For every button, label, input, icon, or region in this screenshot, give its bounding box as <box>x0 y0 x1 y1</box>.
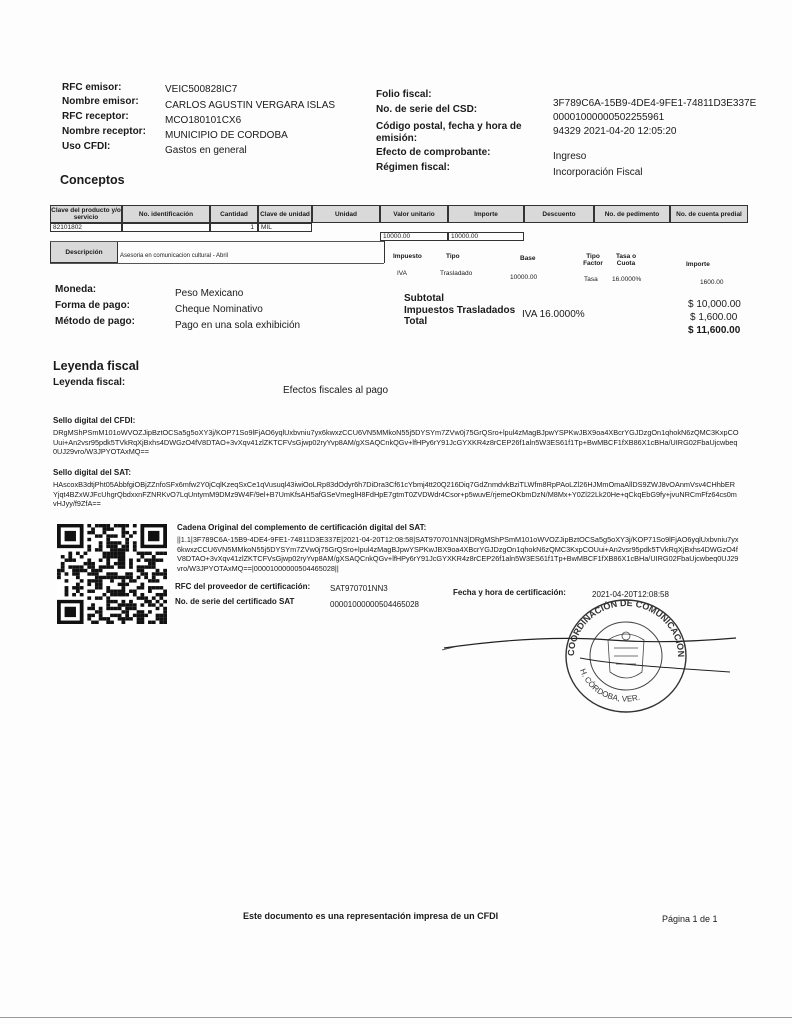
cp-fecha-label: Código postal, fecha y hora de emisión: <box>376 121 522 144</box>
rfc-emisor-value: VEIC500828IC7 <box>165 84 238 95</box>
uso-cfdi-label: Uso CFDI: <box>62 141 111 152</box>
cp-fecha-value: 94329 2021-04-20 12:05:20 <box>553 126 677 137</box>
sello-sat-label: Sello digital del SAT: <box>53 468 132 477</box>
sello-cfdi-value: DRgMShPSmM101oWVOZJipBztOCSa5g5oXY3j/KOP71So9lFjAO6yqlUxbvniu7yx6kwxzCCU6VN5MMkoN55j5DYSYm7ZVw0j75GrQSro+lpul4zMagBJpwYSPKwJBX9oa4XBcrYGJDzgOn1qhokN6zQMC3KxpCOUui+An2vsr95pdk5TVkRqXjBxhs4DWGzO4fV8DTAO+3vXqv41zlZKTCFVsGjwp02ryYvp8AM/gXSAQCnkQGv+lfHPy6rY91JcGYXKR4z8rCEP26f1aln5W3ES61f1Tp+BwMBCF1fXB86X1cBHa/UIRG02FbaUjcwbeq0UJ29vro/W3JPYOTAxMQ== <box>53 428 739 456</box>
impuestos-label: Impuestos Trasladados <box>404 305 516 316</box>
footer-note: Este documento es una representación impresa de un CFDI <box>243 911 499 921</box>
col-unidad: Unidad <box>312 205 380 223</box>
moneda-label: Moneda: <box>55 284 97 295</box>
col-cuenta-predial: No. de cuenta predial <box>670 205 748 223</box>
impuestos-value: $ 1,600.00 <box>690 312 738 323</box>
regimen-value: Incorporación Fiscal <box>553 167 643 178</box>
conceptos-title: Conceptos <box>60 173 125 187</box>
col-clave-unidad: Clave de unidad <box>258 205 312 223</box>
imp-header-impuesto: Impuesto <box>393 253 422 260</box>
descripcion-label: Descripción <box>50 241 118 263</box>
imp-row-base: 10000.00 <box>510 274 538 281</box>
nombre-receptor-label: Nombre receptor: <box>62 126 146 137</box>
imp-header-tasa: Tasa o Cuota <box>615 253 637 267</box>
cell-valor-unitario: 10000.00 <box>380 232 448 241</box>
col-descuento: Descuento <box>524 205 594 223</box>
cadena-value: ||1.1|3F789C6A-15B9-4DE4-9FE1-74811D3E337E|2021-04-20T12:08:58|SAT970701NN3|DRgMShPSmM101oWVOZJipBztOCSa5g5oXY3j/KOP71So9lFjAO6yqlUxbvniu7yx6kwxzCCU6VN5MMkoN55j5DYSYm7ZVw0j75GrQSro+lpul4zMagBJpwYSPKwJBX9oa4XBcrYGJDzgOn1qhokN6zQMC3KxpCOUui+An2vsr95pdk5TVkRqXjBxhs4DWGzO4fV8DTAO+3vXqv41zlZKTCFVsGjwp02ryYvp8AM/gXSAQCnkQGv+lfHPy6rY91JcGYXKR4z8rCEP26f1aln5W3ES61f1Tp+BwMBCF1fXB86X1cBHa/UIRG02FbaUjcwbeq0UJ29vro/W3JPYOTAxMQ==|00001000000504465028|| <box>177 535 739 573</box>
col-no-pedimento: No. de pedimento <box>594 205 670 223</box>
fecha-cert-value: 2021-04-20T12:08:58 <box>592 590 669 599</box>
seal-text-bottom: H. CÓRDOBA, VER. <box>578 667 641 704</box>
metodo-pago-label: Método de pago: <box>55 316 135 327</box>
serie-csd-label: No. de serie del CSD: <box>376 104 478 115</box>
imp-row-tipo: Trasladado <box>440 270 473 277</box>
cell-clave: 82101802 <box>50 223 122 232</box>
forma-pago-value: Cheque Nominativo <box>175 304 263 315</box>
cell-clave-unidad: MIL <box>258 223 312 232</box>
imp-header-tipo: Tipo <box>446 253 460 260</box>
cadena-label: Cadena Original del complemento de certificación digital del SAT: <box>177 523 427 532</box>
subtotal-value: $ 10,000.00 <box>688 299 741 310</box>
rfc-receptor-value: MCO180101CX6 <box>165 115 242 126</box>
folio-fiscal-value: 3F789C6A-15B9-4DE4-9FE1-74811D3E337E <box>553 98 757 109</box>
descripcion-value: Asesoria en comunicacion cultural - Abril <box>120 253 229 259</box>
rfc-proveedor-value: SAT970701NN3 <box>330 584 388 593</box>
nombre-emisor-value: CARLOS AGUSTIN VERGARA ISLAS <box>165 100 336 111</box>
fecha-cert-label: Fecha y hora de certificación: <box>453 588 566 597</box>
col-valor-unitario: Valor unitario <box>380 205 448 223</box>
imp-header-importe: Importe <box>686 261 710 268</box>
col-importe: Importe <box>448 205 524 223</box>
total-value: $ 11,600.00 <box>688 325 741 336</box>
cell-no-identificacion <box>122 223 210 232</box>
signature-icon <box>440 618 740 688</box>
serie-csd-value: 00001000000502255961 <box>553 112 665 123</box>
col-clave-producto: Clave del producto y/o servicio <box>51 207 121 221</box>
rfc-emisor-label: RFC emisor: <box>62 82 122 93</box>
imp-header-base: Base <box>520 255 536 262</box>
conceptos-table <box>50 205 748 269</box>
nombre-receptor-value: MUNICIPIO DE CORDOBA <box>165 130 288 141</box>
col-cantidad: Cantidad <box>210 205 258 223</box>
rfc-receptor-label: RFC receptor: <box>62 111 129 122</box>
uso-cfdi-value: Gastos en general <box>165 145 247 156</box>
regimen-label: Régimen fiscal: <box>376 162 450 173</box>
qr-code-icon <box>57 524 167 624</box>
moneda-value: Peso Mexicano <box>175 288 244 299</box>
serie-sat-value: 00001000000504465028 <box>330 600 419 609</box>
sello-sat-value: HAscoxB3dtjPht05AbbfgiOBjZZnfoSFx6mfw2Y0jCqlKzeqSxCe1qVusuql43iwiOoLRp83dOdyr6h7DiDra3Cf61cYbmj4tt20Q216Diq7GdZnmdvkBziTLWfm8RpPAoLZl26HJMmOmaAllDS9ZWJ8vOAnmVsv4CHhbERYjqt4BZxWJFcUhgrQbdxxnFZNRKvO7LqUntymM9DMz9W4F/9el+B7UmKfsAH5afGSeVmeglH8FdHpE7gtmT0ZVDWdr4Csor+p5wuvE/rjemeOKbmDzN/M8Mx+Y0Zl22Lk20He+qCkqEbG9fy+jvuNRCmFfz64cs0mvHJyy/f9ZfA== <box>53 480 737 508</box>
leyenda-title: Leyenda fiscal <box>53 359 140 373</box>
rfc-proveedor-label: RFC del proveedor de certificación: <box>175 582 311 591</box>
sello-cfdi-label: Sello digital del CFDI: <box>53 416 136 425</box>
efecto-value: Ingreso <box>553 151 587 162</box>
seal-text-top: COORDINACIÓN DE COMUNICACIÓN <box>565 597 687 658</box>
cell-cantidad: 1 <box>210 223 258 232</box>
imp-row-importe: 1600.00 <box>700 279 724 286</box>
serie-sat-label: No. de serie del certificado SAT <box>175 597 295 606</box>
folio-fiscal-label: Folio fiscal: <box>376 89 432 100</box>
imp-row-tasa: 16.0000% <box>612 276 642 283</box>
col-no-identificacion: No. identificación <box>122 205 210 223</box>
cell-importe: 10000.00 <box>448 232 524 241</box>
imp-header-tipo-factor: Tipo Factor <box>583 253 603 267</box>
leyenda-label: Leyenda fiscal: <box>53 377 126 388</box>
imp-row-impuesto: IVA <box>397 270 407 277</box>
forma-pago-label: Forma de pago: <box>55 300 131 311</box>
nombre-emisor-label: Nombre emisor: <box>62 96 139 107</box>
iva-label: IVA 16.0000% <box>522 309 585 320</box>
metodo-pago-value: Pago en una sola exhibición <box>175 320 301 331</box>
total-label: Total <box>404 316 428 327</box>
imp-row-factor: Tasa <box>584 276 598 283</box>
leyenda-value: Efectos fiscales al pago <box>283 385 389 396</box>
efecto-label: Efecto de comprobante: <box>376 147 491 158</box>
page-number: Página 1 de 1 <box>662 914 718 924</box>
subtotal-label: Subtotal <box>404 293 444 304</box>
